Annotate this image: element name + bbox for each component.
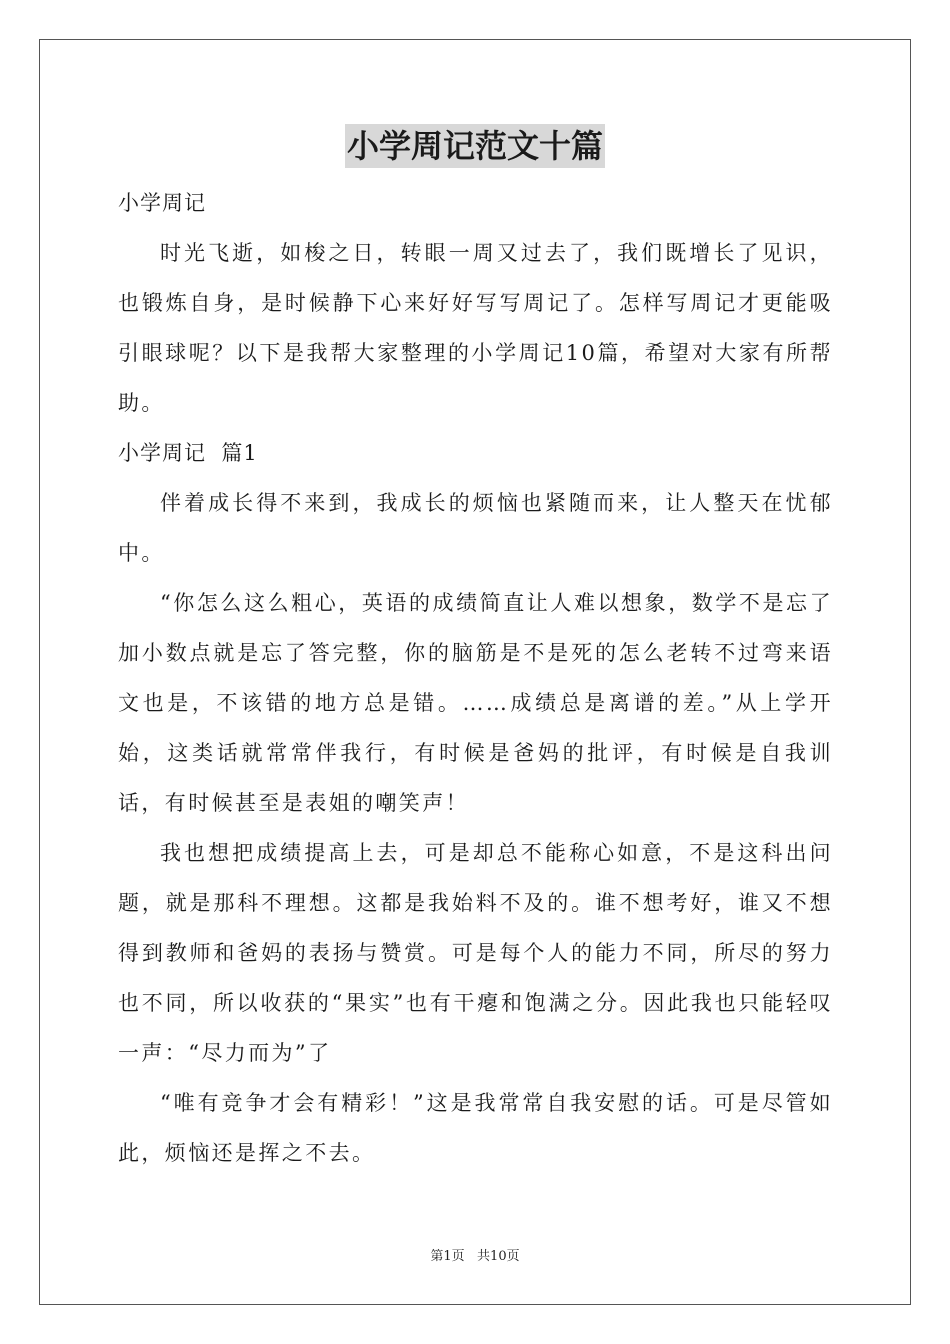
section-heading: 小学周记 bbox=[118, 191, 206, 215]
section-heading: 小学周记 篇1 bbox=[118, 441, 258, 465]
page-footer bbox=[0, 1248, 950, 1266]
title-container bbox=[0, 124, 950, 168]
page-number: 第1页 共10页 bbox=[430, 1249, 520, 1264]
paragraph: 我也想把成绩提高上去，可是却总不能称心如意，不是这科出问题，就是那科不理想。这都是我始料不及的。谁不想考好，谁又不想得到教师和爸妈的表扬与赞赏。可是每个人的能力不同，所尽的努力也不同，所以收获的“果实”也有干瘪和饱满之分。因此我也只能轻叹一声：“尽力而为”了 bbox=[118, 841, 833, 1065]
document-title: 小学周记范文十篇 bbox=[345, 124, 605, 168]
paragraph: “唯有竞争才会有精彩！”这是我常常自我安慰的话。可是尽管如此，烦恼还是挥之不去。 bbox=[118, 1091, 833, 1165]
paragraph: “你怎么这么粗心，英语的成绩简直让人难以想象，数学不是忘了加小数点就是忘了答完整，你的脑筋是不是死的怎么老转不过弯来语文也是，不该错的地方总是错。……成绩总是离谱的差。”从上学开始，这类话就常常伴我行，有时候是爸妈的批评，有时候是自我训话，有时候甚至是表姐的嘲笑声！ bbox=[118, 591, 833, 815]
document-body bbox=[118, 178, 833, 1178]
paragraph: 时光飞逝，如梭之日，转眼一周又过去了，我们既增长了见识，也锻炼自身，是时候静下心来好好写写周记了。怎样写周记才更能吸引眼球呢？以下是我帮大家整理的小学周记10篇，希望对大家有所帮助。 bbox=[118, 241, 833, 415]
paragraph: 伴着成长得不来到，我成长的烦恼也紧随而来，让人整天在忧郁中。 bbox=[118, 491, 833, 565]
